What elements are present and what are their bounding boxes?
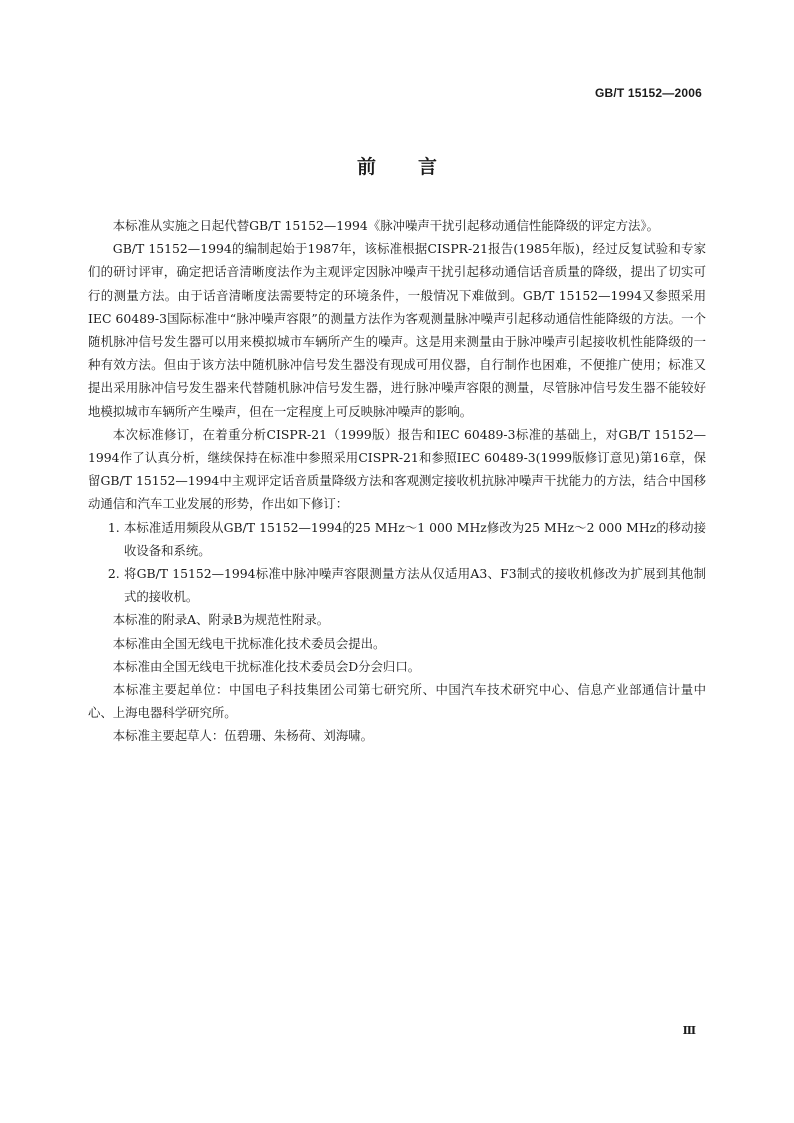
revision-item-number: 2. bbox=[107, 566, 120, 582]
page-title: 前言 bbox=[356, 156, 479, 178]
standard-code: GB/T 15152—2006 bbox=[594, 86, 702, 100]
document-body bbox=[88, 214, 706, 748]
paragraph-administrator: 本标准由全国无线电干扰标准化技术委员会D分会归口。 bbox=[112, 658, 421, 674]
paragraph-proposer: 本标准由全国无线电干扰标准化技术委员会提出。 bbox=[112, 635, 386, 651]
page-number: Ⅲ bbox=[682, 1024, 696, 1037]
paragraph-drafters: 本标准主要起草人：伍碧珊、朱杨荷、刘海啸。 bbox=[112, 728, 373, 744]
paragraph-appendix: 本标准的附录A、附录B为规范性附录。 bbox=[112, 612, 330, 628]
revision-item-number: 1. bbox=[107, 519, 120, 535]
paragraph-history: GB/T 15152—1994的编制起始于1987年，该标准根据CISPR-21报告(1985年版)，经过反复试验和专家们的研讨评审，确定把话音清晰度法作为主观评定因脉冲噪声干扰引起移动通信话音质量的降级，提出了切实可行的测量方法。由于话音清晰度法需要特定的环境条件，一般情况下难做到。GB/T 15152—1994又参照采用IEC 60489-3国际标准中“脉冲噪声容限”的测量方法作为客观测量脉冲噪声引起移动通信性能降级的方法。一个随机脉冲信号发生器可以用来模拟城市车辆所产生的噪声。这是用来测量由于脉冲噪声引起接收机性能降级的一种有效方法。但由于该方法中随机脉冲信号发生器没有现成可用仪器，自行制作也困难，不便推广使用；标准又提出采用脉冲信号发生器来代替随机脉冲信号发生器，进行脉冲噪声容限的测量，尽管脉冲信号发生器不能较好地模拟城市车辆所产生噪声，但在一定程度上可反映脉冲噪声的影响。 bbox=[88, 241, 706, 419]
paragraph-drafting-units: 本标准主要起单位：中国电子科技集团公司第七研究所、中国汽车技术研究中心、信息产业部通信计量中心、上海电器科学研究所。 bbox=[88, 682, 706, 721]
revision-item-text: 将GB/T 15152—1994标准中脉冲噪声容限测量方法从仅适用A3、F3制式的接收机修改为扩展到其他制式的接收机。 bbox=[123, 566, 706, 605]
revision-item-1 bbox=[88, 516, 706, 562]
revision-item-text: 本标准适用频段从GB/T 15152—1994的25 MHz～1 000 MHz修改为25 MHz～2 000 MHz的移动接收设备和系统。 bbox=[123, 519, 706, 558]
paragraph-revision: 本次标准修订，在着重分析CISPR-21（1999版）报告和IEC 60489-3标准的基础上，对GB/T 15152—1994作了认真分析，继续保持在标准中参照采用CISPR-21和参照IEC 60489-3(1999版修订意见)第16章，保留GB/T 15152—1994中主观评定话音质量降级方法和客观测定接收机抗脉冲噪声干扰能力的方法，结合中国移动通信和汽车工业发展的形势，作出如下修订： bbox=[88, 426, 706, 512]
revision-item-2 bbox=[88, 562, 706, 608]
paragraph-replacement: 本标准从实施之日起代替GB/T 15152—1994《脉冲噪声干扰引起移动通信性能降级的评定方法》。 bbox=[112, 218, 659, 233]
